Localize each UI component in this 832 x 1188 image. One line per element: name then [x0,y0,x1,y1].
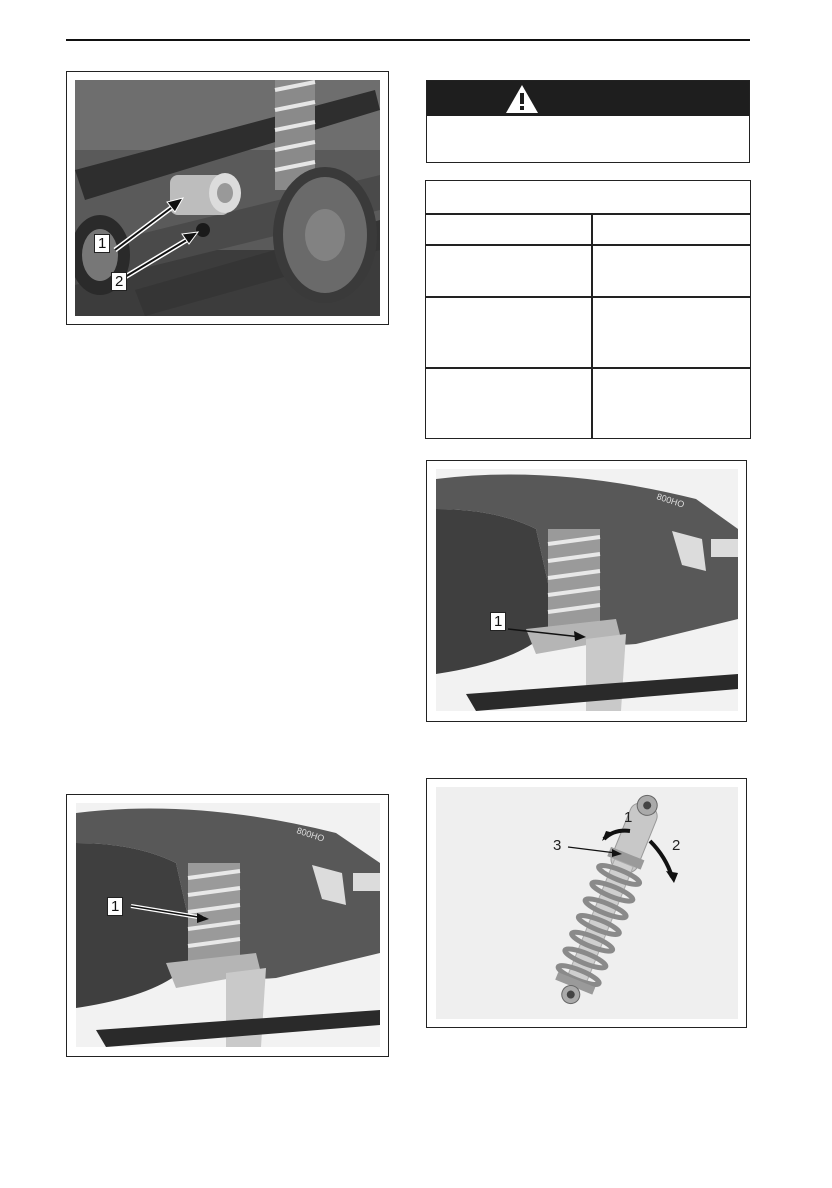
front-suspension-photo [76,803,380,1047]
callout-1: 1 [490,612,506,631]
svg-text:800HO: 800HO [295,825,326,844]
figure-front-suspension-right [426,460,747,722]
figure-front-suspension-left [66,794,389,1057]
table-row-divider [426,296,750,298]
callout-2: 2 [111,272,127,291]
figure-rear-axle [66,71,389,325]
callout-1: 1 [94,234,110,253]
table-row-divider [426,244,750,246]
callout-3: 3 [553,837,562,854]
front-suspension-photo [436,469,738,711]
figure-shock-adjustment [426,778,747,1028]
spec-table [425,180,751,439]
table-row-divider [426,213,750,215]
svg-text:800HO: 800HO [655,491,686,510]
table-row-divider [426,367,750,369]
callout-1: 1 [107,897,123,916]
callout-2: 2 [672,837,681,854]
warning-triangle-icon [505,84,539,114]
table-column-divider [591,213,593,438]
warning-box [426,80,750,163]
header-rule [66,39,750,41]
callout-1: 1 [624,809,633,826]
shock-drawing [436,787,738,1019]
warning-header [427,81,749,116]
